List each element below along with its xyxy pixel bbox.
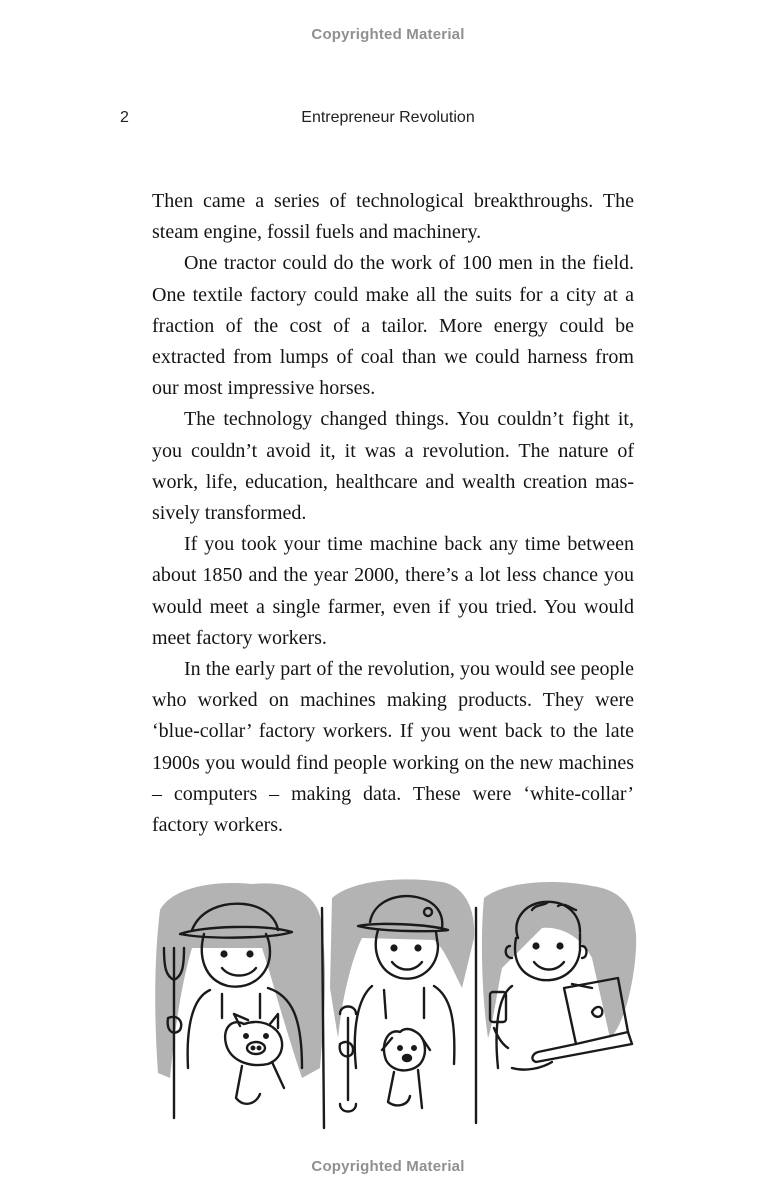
- paragraph-4: If you took your time machine back any time between about 1850 and the year 2000, there’s a lot less chance you would meet a single farmer, even if you tried. You would meet factory workers.: [152, 533, 634, 649]
- copyright-watermark-bottom: Copyrighted Material: [311, 1158, 465, 1175]
- divider-1: [322, 908, 324, 1128]
- running-head: Entrepreneur Revolution: [301, 109, 475, 126]
- paragraph-1: Then came a series of technological breakthroughs. The steam engine, fossil fuels and machinery.: [152, 190, 634, 244]
- copyright-watermark-top: Copyrighted Material: [311, 26, 465, 43]
- three-workers-illustration: [152, 868, 638, 1130]
- body-text: [152, 186, 634, 841]
- paragraph-5: In the early part of the revolution, you would see people who worked on machines making products. They were ‘blue-collar’ factory workers. If you went back to the late 1900s you would find people working on the new machines – computers – making data. These were ‘white-collar’ factory workers.: [152, 658, 634, 837]
- paragraph-3: The technology changed things. You couldn’t fight it, you couldn’t avoid it, it was a revolution. The nature of work, life, education, healthcare and wealth creation massively transformed.: [152, 408, 634, 525]
- page-number: 2: [120, 109, 129, 126]
- paragraph-2: One tractor could do the work of 100 men in the field. One textile factory could make all the suits for a city at a fraction of the cost of a tailor. More energy could be extracted from lumps of coal than we could harness from our most impressive horses.: [152, 252, 634, 400]
- panel-1-wash: [155, 883, 325, 1078]
